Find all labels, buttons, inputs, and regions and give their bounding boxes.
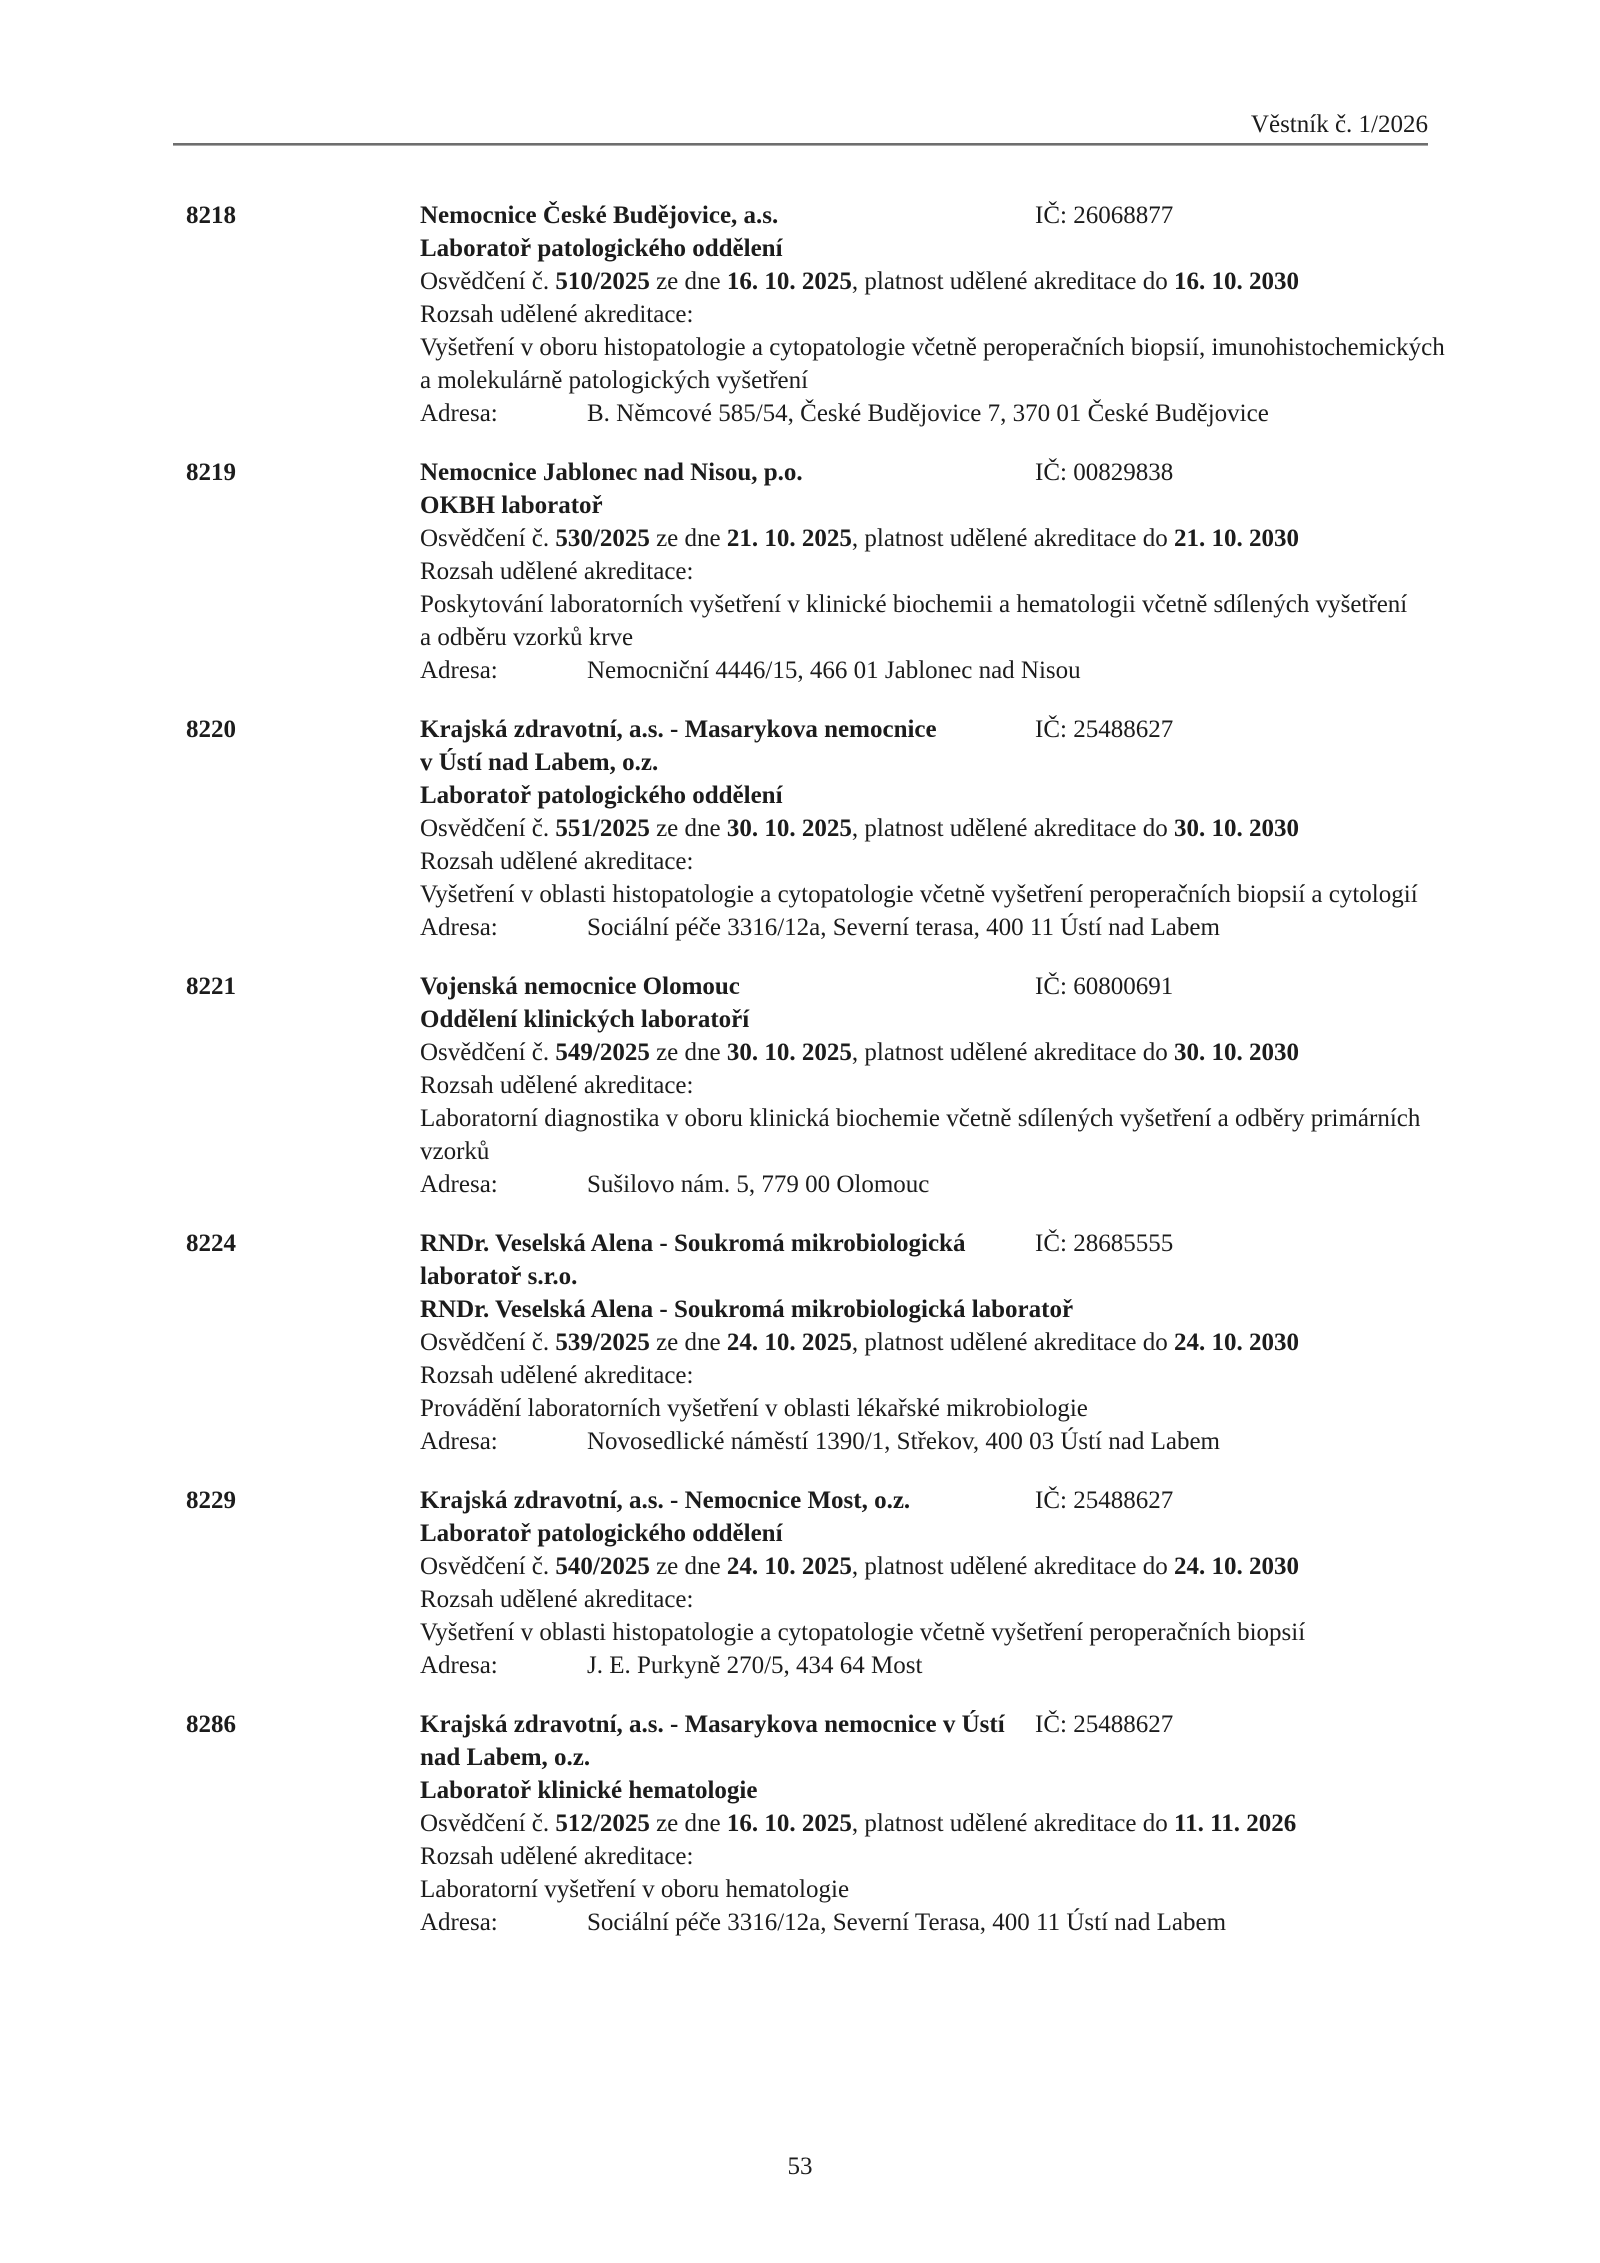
laboratory-name-lines (420, 1517, 1466, 1550)
scope-lines (420, 588, 1466, 654)
accreditation-entry (186, 456, 1466, 687)
certificate-validity-label: , platnost udělené akreditace do (851, 1810, 1174, 1837)
certificate-issue-date: 21. 10. 2025 (726, 525, 852, 552)
address-label: Adresa: (420, 914, 498, 941)
address-row (420, 1906, 1466, 1939)
organization-title-lines (420, 1708, 1466, 1774)
organization-title-lines (420, 970, 1466, 1003)
certificate-validity-label: , platnost udělené akreditace do (851, 1329, 1174, 1356)
certificate-line (420, 265, 1466, 298)
laboratory-name-lines (420, 779, 1466, 812)
certificate-prefix-label: Osvědčení č. (420, 1329, 556, 1356)
certificate-validity-label: , platnost udělené akreditace do (851, 268, 1174, 295)
certificate-valid-until-date: 21. 10. 2030 (1173, 525, 1299, 552)
accreditation-entry (186, 1708, 1466, 1939)
laboratory-name-lines (420, 232, 1466, 265)
scope-description-line: Vyšetření v oblasti histopatologie a cytopatologie včetně vyšetření peroperačních biopsií (420, 1619, 1306, 1646)
organization-name-line: RNDr. Veselská Alena - Soukromá mikrobiologická (420, 1230, 966, 1257)
scope-lines (420, 1616, 1466, 1649)
scope-description-line: Vyšetření v oblasti histopatologie a cytopatologie včetně vyšetření peroperačních biopsií a cytologií (420, 881, 1418, 908)
scope-description-line: a molekulárně patologických vyšetření (420, 367, 809, 394)
address-value: J. E. Purkyně 270/5, 434 64 Most (587, 1652, 923, 1679)
organization-title-lines (420, 199, 1466, 232)
accreditation-entry (186, 1484, 1466, 1682)
scope-heading: Rozsah udělené akreditace: (420, 1072, 694, 1099)
certificate-prefix-label: Osvědčení č. (420, 1553, 556, 1580)
scope-heading: Rozsah udělené akreditace: (420, 848, 694, 875)
certificate-prefix-label: Osvědčení č. (420, 268, 556, 295)
certificate-issue-date: 30. 10. 2025 (726, 1039, 852, 1066)
entry-body (420, 1484, 1466, 1682)
laboratory-name-lines (420, 489, 1466, 522)
certificate-valid-until-date: 16. 10. 2030 (1173, 268, 1299, 295)
address-label: Adresa: (420, 1428, 498, 1455)
page-number: 53 (787, 2153, 813, 2180)
certificate-issue-date: 24. 10. 2025 (726, 1329, 852, 1356)
scope-heading: Rozsah udělené akreditace: (420, 1843, 694, 1870)
certificate-validity-label: , platnost udělené akreditace do (851, 1039, 1174, 1066)
organization-name-line: v Ústí nad Labem, o.z. (420, 749, 659, 776)
organization-name-line: laboratoř s.r.o. (420, 1263, 578, 1290)
entry-number: 8221 (186, 973, 236, 1000)
entries-list (186, 199, 1466, 1965)
entry-body (420, 1227, 1466, 1458)
address-value: Sociální péče 3316/12a, Severní terasa, 400 11 Ústí nad Labem (587, 914, 1220, 941)
ic-number: IČ: 60800691 (1035, 973, 1174, 1000)
certificate-line (420, 812, 1466, 845)
scope-lines (420, 1873, 1466, 1906)
address-value: B. Němcové 585/54, České Budějovice 7, 370 01 České Budějovice (587, 400, 1269, 427)
certificate-prefix-label: Osvědčení č. (420, 1039, 556, 1066)
accreditation-entry (186, 1227, 1466, 1458)
address-label: Adresa: (420, 657, 498, 684)
certificate-number: 512/2025 (555, 1810, 650, 1837)
accreditation-entry (186, 713, 1466, 944)
organization-name-line: Krajská zdravotní, a.s. - Nemocnice Most, o.z. (420, 1487, 911, 1514)
address-row (420, 1425, 1466, 1458)
organization-name-line: Nemocnice České Budějovice, a.s. (420, 202, 779, 229)
scope-heading: Rozsah udělené akreditace: (420, 301, 694, 328)
certificate-issued-label: ze dne (649, 1329, 727, 1356)
entry-body (420, 199, 1466, 430)
address-row (420, 911, 1466, 944)
certificate-issued-label: ze dne (649, 1810, 727, 1837)
laboratory-name-line: Oddělení klinických laboratoří (420, 1006, 750, 1033)
address-value: Sušilovo nám. 5, 779 00 Olomouc (587, 1171, 930, 1198)
organization-name-line: Nemocnice Jablonec nad Nisou, p.o. (420, 459, 803, 486)
address-label: Adresa: (420, 1171, 498, 1198)
certificate-prefix-label: Osvědčení č. (420, 525, 556, 552)
certificate-valid-until-date: 11. 11. 2026 (1173, 1810, 1297, 1837)
certificate-valid-until-date: 30. 10. 2030 (1173, 1039, 1299, 1066)
certificate-issued-label: ze dne (649, 525, 727, 552)
laboratory-name-line: Laboratoř klinické hematologie (420, 1777, 758, 1804)
laboratory-name-lines (420, 1293, 1466, 1326)
certificate-issue-date: 16. 10. 2025 (726, 1810, 852, 1837)
scope-lines (420, 1102, 1466, 1168)
ic-number: IČ: 26068877 (1035, 202, 1174, 229)
address-row (420, 654, 1466, 687)
organization-title-lines (420, 456, 1466, 489)
scope-description-line: Vyšetření v oboru histopatologie a cytopatologie včetně peroperačních biopsií, imunohistochemických (420, 334, 1445, 361)
certificate-validity-label: , platnost udělené akreditace do (851, 1553, 1174, 1580)
ic-number: IČ: 25488627 (1035, 716, 1174, 743)
scope-lines (420, 1392, 1466, 1425)
scope-description-line: Provádění laboratorních vyšetření v oblasti lékařské mikrobiologie (420, 1395, 1088, 1422)
entry-number: 8229 (186, 1487, 236, 1514)
certificate-number: 539/2025 (555, 1329, 650, 1356)
entry-number: 8220 (186, 716, 236, 743)
certificate-valid-until-date: 30. 10. 2030 (1173, 815, 1299, 842)
accreditation-entry (186, 199, 1466, 430)
organization-name-line: nad Labem, o.z. (420, 1744, 591, 1771)
scope-description-line: Laboratorní vyšetření v oboru hematologie (420, 1876, 850, 1903)
certificate-line (420, 1550, 1466, 1583)
certificate-issue-date: 16. 10. 2025 (726, 268, 852, 295)
address-row (420, 1649, 1466, 1682)
organization-title-lines (420, 713, 1466, 779)
header-divider-rule (173, 143, 1428, 146)
certificate-number: 530/2025 (555, 525, 650, 552)
entry-number: 8219 (186, 459, 236, 486)
address-row (420, 397, 1466, 430)
laboratory-name-line: Laboratoř patologického oddělení (420, 782, 783, 809)
organization-title-lines (420, 1227, 1466, 1293)
scope-heading: Rozsah udělené akreditace: (420, 1586, 694, 1613)
entry-number: 8286 (186, 1711, 236, 1738)
certificate-valid-until-date: 24. 10. 2030 (1173, 1553, 1299, 1580)
entry-body (420, 970, 1466, 1201)
address-label: Adresa: (420, 400, 498, 427)
ic-number: IČ: 25488627 (1035, 1711, 1174, 1738)
certificate-issue-date: 30. 10. 2025 (726, 815, 852, 842)
address-value: Novosedlické náměstí 1390/1, Střekov, 400 03 Ústí nad Labem (587, 1428, 1220, 1455)
scope-description-line: Poskytování laboratorních vyšetření v klinické biochemii a hematologii včetně sdílených vyšetření (420, 591, 1408, 618)
certificate-number: 549/2025 (555, 1039, 650, 1066)
bulletin-header: Věstník č. 1/2026 (1250, 111, 1428, 138)
certificate-line (420, 1807, 1466, 1840)
laboratory-name-line: Laboratoř patologického oddělení (420, 235, 783, 262)
certificate-number: 540/2025 (555, 1553, 650, 1580)
certificate-issued-label: ze dne (649, 1553, 727, 1580)
certificate-number: 510/2025 (555, 268, 650, 295)
laboratory-name-line: OKBH laboratoř (420, 492, 603, 519)
laboratory-name-line: RNDr. Veselská Alena - Soukromá mikrobiologická laboratoř (420, 1296, 1074, 1323)
certificate-validity-label: , platnost udělené akreditace do (851, 525, 1174, 552)
certificate-line (420, 1326, 1466, 1359)
address-value: Nemocniční 4446/15, 466 01 Jablonec nad Nisou (587, 657, 1081, 684)
address-row (420, 1168, 1466, 1201)
organization-name-line: Vojenská nemocnice Olomouc (420, 973, 740, 1000)
certificate-prefix-label: Osvědčení č. (420, 815, 556, 842)
scope-description-line: Laboratorní diagnostika v oboru klinická biochemie včetně sdílených vyšetření a odběry primárních (420, 1105, 1421, 1132)
certificate-line (420, 1036, 1466, 1069)
certificate-issued-label: ze dne (649, 815, 727, 842)
certificate-valid-until-date: 24. 10. 2030 (1173, 1329, 1299, 1356)
entry-number: 8218 (186, 202, 236, 229)
organization-name-line: Krajská zdravotní, a.s. - Masarykova nemocnice v Ústí (420, 1711, 1005, 1738)
certificate-issued-label: ze dne (649, 1039, 727, 1066)
certificate-number: 551/2025 (555, 815, 650, 842)
address-value: Sociální péče 3316/12a, Severní Terasa, 400 11 Ústí nad Labem (587, 1909, 1227, 1936)
ic-number: IČ: 28685555 (1035, 1230, 1174, 1257)
ic-number: IČ: 00829838 (1035, 459, 1174, 486)
address-label: Adresa: (420, 1652, 498, 1679)
scope-lines (420, 331, 1466, 397)
address-label: Adresa: (420, 1909, 498, 1936)
scope-lines (420, 878, 1466, 911)
certificate-prefix-label: Osvědčení č. (420, 1810, 556, 1837)
entry-body (420, 713, 1466, 944)
scope-heading: Rozsah udělené akreditace: (420, 558, 694, 585)
certificate-issue-date: 24. 10. 2025 (726, 1553, 852, 1580)
organization-name-line: Krajská zdravotní, a.s. - Masarykova nemocnice (420, 716, 937, 743)
laboratory-name-lines (420, 1003, 1466, 1036)
ic-number: IČ: 25488627 (1035, 1487, 1174, 1514)
entry-number: 8224 (186, 1230, 236, 1257)
scope-heading: Rozsah udělené akreditace: (420, 1362, 694, 1389)
laboratory-name-line: Laboratoř patologického oddělení (420, 1520, 783, 1547)
organization-title-lines (420, 1484, 1466, 1517)
scope-description-line: a odběru vzorků krve (420, 624, 634, 651)
certificate-issued-label: ze dne (649, 268, 727, 295)
certificate-validity-label: , platnost udělené akreditace do (851, 815, 1174, 842)
accreditation-entry (186, 970, 1466, 1201)
laboratory-name-lines (420, 1774, 1466, 1807)
entry-body (420, 1708, 1466, 1939)
certificate-line (420, 522, 1466, 555)
scope-description-line: vzorků (420, 1138, 490, 1165)
entry-body (420, 456, 1466, 687)
